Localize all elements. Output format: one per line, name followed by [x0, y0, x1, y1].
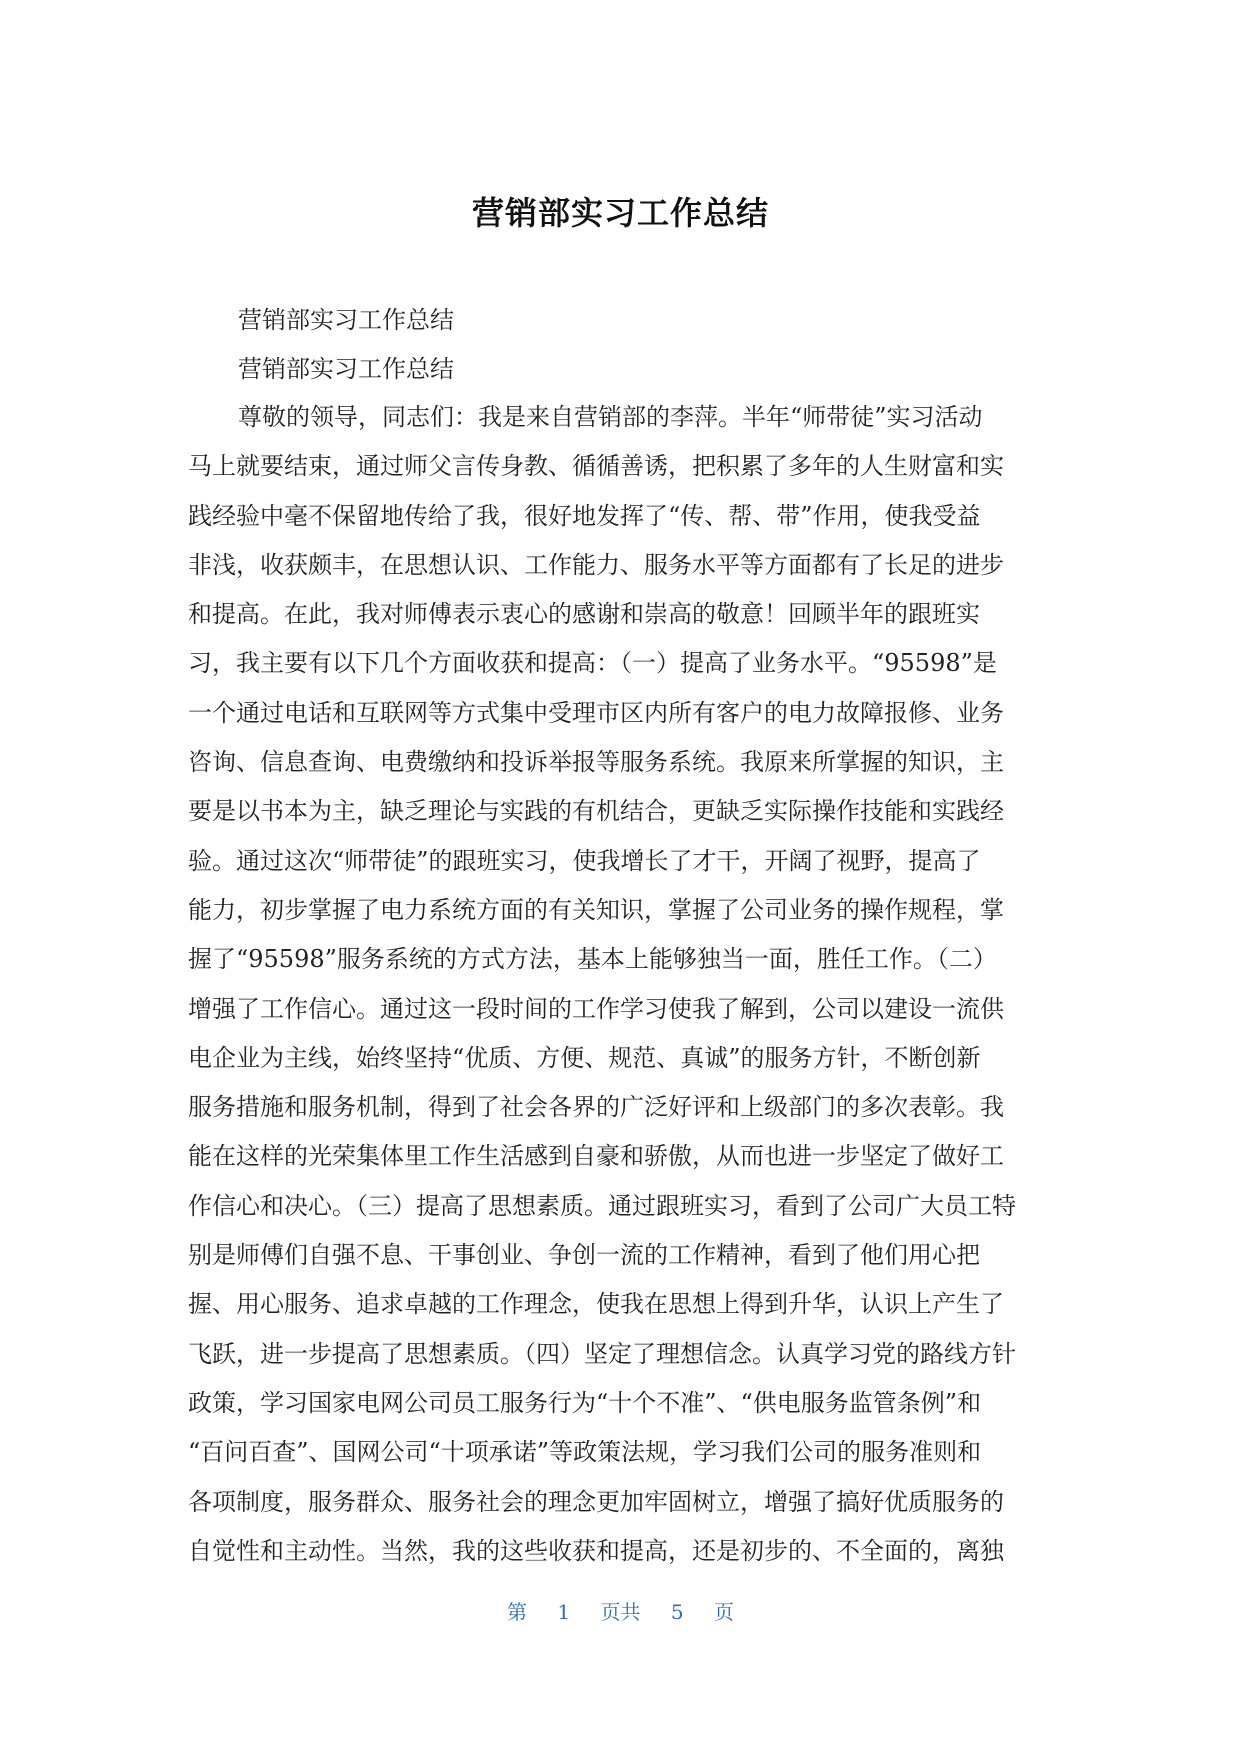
heading-line: 营销部实习工作总结: [238, 306, 454, 334]
body-text: [188, 402, 1058, 1585]
body-line: 习，我主要有以下几个方面收获和提高：（一）提高了业务水平。“95598”是: [188, 649, 997, 678]
body-line: 非浅，收获颇丰，在思想认识、工作能力、服务水平等方面都有了长足的进步: [188, 550, 1004, 579]
body-line: 尊敬的领导，同志们：我是来自营销部的李萍。半年“师带徒”实习活动: [238, 403, 983, 431]
body-line: 咨询、信息查询、电费缴纳和投诉举报等服务系统。我原来所掌握的知识，主: [188, 748, 1004, 777]
footer-total-pages: 5: [670, 1600, 684, 1624]
body-line: 飞跃，进一步提高了思想素质。（四）坚定了理想信念。认真学习党的路线方针: [188, 1339, 1016, 1368]
page-footer: [0, 1596, 1241, 1625]
body-line: 能力，初步掌握了电力系统方面的有关知识，掌握了公司业务的操作规程，掌: [188, 895, 1004, 924]
footer-middle: 页共: [600, 1600, 641, 1624]
document-title: 营销部实习工作总结: [471, 194, 769, 232]
body-line: 马上就要结束，通过师父言传身教、循循善诱，把积累了多年的人生财富和实: [188, 452, 1004, 481]
body-line: 践经验中毫不保留地传给了我，很好地发挥了“传、帮、带”作用，使我受益: [188, 501, 981, 530]
body-line: 自觉性和主动性。当然，我的这些收获和提高，还是初步的、不全面的，离独: [188, 1536, 1004, 1565]
body-line: 作信心和决心。（三）提高了思想素质。通过跟班实习，看到了公司广大员工特: [188, 1191, 1016, 1220]
body-line: 服务措施和服务机制，得到了社会各界的广泛好评和上级部门的多次表彰。我: [188, 1093, 1004, 1122]
body-line: 验。通过这次“师带徒”的跟班实习，使我增长了才干，开阔了视野，提高了: [188, 846, 981, 875]
body-line: 要是以书本为主，缺乏理论与实践的有机结合，更缺乏实际操作技能和实践经: [188, 797, 1004, 826]
footer-prefix: 第: [507, 1600, 528, 1624]
body-line: “百问百查”、国网公司“十项承诺”等政策法规，学习我们公司的服务准则和: [188, 1438, 982, 1467]
body-line: 增强了工作信心。通过这一段时间的工作学习使我了解到，公司以建设一流供: [188, 994, 1004, 1023]
heading-line: 营销部实习工作总结: [238, 355, 454, 383]
footer-suffix: 页: [713, 1600, 734, 1624]
body-line: 别是师傅们自强不息、干事创业、争创一流的工作精神，看到了他们用心把: [188, 1241, 980, 1270]
body-line: 政策，学习国家电网公司员工服务行为“十个不准”、“供电服务监管条例”和: [188, 1388, 982, 1417]
body-line: 握、用心服务、追求卓越的工作理念，使我在思想上得到升华，认识上产生了: [188, 1290, 1004, 1319]
body-line: 一个通过电话和互联网等方式集中受理市区内所有客户的电力故障报修、业务: [188, 698, 1004, 727]
body-line: 电企业为主线，始终坚持“优质、方便、规范、真诚”的服务方针，不断创新: [188, 1043, 981, 1072]
footer-current-page: 1: [557, 1600, 571, 1624]
body-line: 握了“95598”服务系统的方式方法，基本上能够独当一面，胜任工作。（二）: [188, 945, 997, 974]
body-line: 各项制度，服务群众、服务社会的理念更加牢固树立，增强了搞好优质服务的: [188, 1487, 1004, 1516]
body-line: 能在这样的光荣集体里工作生活感到自豪和骄傲，从而也进一步坚定了做好工: [188, 1142, 1004, 1171]
body-line: 和提高。在此，我对师傅表示衷心的感谢和崇高的敬意！回顾半年的跟班实: [188, 600, 980, 629]
